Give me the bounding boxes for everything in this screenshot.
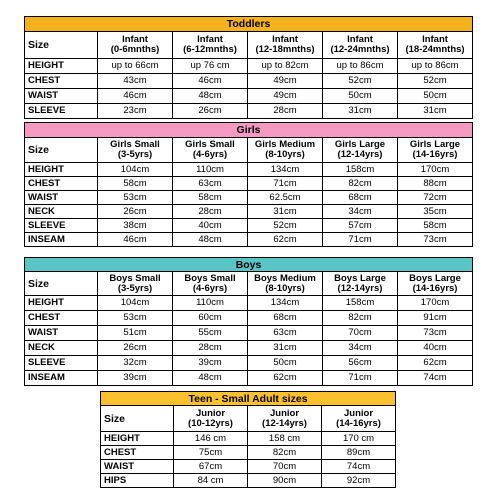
cell: 110cm (173, 296, 248, 311)
cell: 134cm (248, 296, 323, 311)
cell: up to 66cm (98, 59, 173, 74)
cell: 52cm (323, 74, 398, 89)
cell: 68cm (323, 191, 398, 205)
cell: 158cm (323, 296, 398, 311)
cell: 70cm (323, 326, 398, 341)
row-label: CHEST (25, 311, 98, 326)
row-label: HIPS (101, 474, 174, 488)
cell: 53cm (98, 191, 173, 205)
cell: 170cm (398, 296, 473, 311)
table-row (25, 233, 473, 247)
row-label: HEIGHT (25, 296, 98, 311)
column-header: Boys Medium (8-10yrs) (248, 272, 323, 296)
cell: 71cm (248, 177, 323, 191)
table-row (25, 326, 473, 341)
teen-title: Teen - Small Adult sizes (101, 392, 396, 406)
column-header: Infant (18-24mnths) (398, 32, 473, 59)
table-row (25, 311, 473, 326)
cell: 55cm (173, 326, 248, 341)
cell: 89cm (322, 446, 396, 460)
cell: 28cm (173, 341, 248, 356)
cell: 72cm (398, 191, 473, 205)
cell: 110cm (173, 163, 248, 177)
toddlers-table (24, 16, 473, 119)
row-label: WAIST (25, 191, 98, 205)
row-label: CHEST (101, 446, 174, 460)
size-label: Size (101, 406, 174, 432)
cell: 26cm (173, 104, 248, 119)
boys-table (24, 257, 473, 386)
column-header: Infant (6-12mnths) (173, 32, 248, 59)
cell: 48cm (173, 233, 248, 247)
cell: 28cm (173, 205, 248, 219)
table-row (101, 460, 396, 474)
row-label: SLEEVE (25, 219, 98, 233)
cell: 67cm (174, 460, 248, 474)
cell: 134cm (248, 163, 323, 177)
row-label: CHEST (25, 177, 98, 191)
cell: 38cm (98, 219, 173, 233)
cell: 68cm (248, 311, 323, 326)
cell: 48cm (173, 371, 248, 386)
cell: 71cm (323, 233, 398, 247)
row-label: NECK (25, 205, 98, 219)
cell: 39cm (98, 371, 173, 386)
table-row (25, 371, 473, 386)
cell: 88cm (398, 177, 473, 191)
cell: 62cm (248, 371, 323, 386)
cell: 104cm (98, 296, 173, 311)
column-header: Boys Small (4-6yrs) (173, 272, 248, 296)
cell: up to 86cm (398, 59, 473, 74)
cell: 26cm (98, 341, 173, 356)
teen-table (100, 391, 396, 488)
girls-title: Girls (25, 123, 473, 138)
cell: 46cm (98, 89, 173, 104)
cell: 60cm (173, 311, 248, 326)
cell: 35cm (398, 205, 473, 219)
row-label: WAIST (25, 89, 98, 104)
table-row (25, 219, 473, 233)
cell: 53cm (98, 311, 173, 326)
cell: 62cm (398, 356, 473, 371)
cell: 31cm (248, 341, 323, 356)
table-row (25, 104, 473, 119)
cell: 82cm (323, 177, 398, 191)
cell: 63cm (248, 326, 323, 341)
cell: 74cm (398, 371, 473, 386)
row-label: HEIGHT (101, 432, 174, 446)
row-label: SLEEVE (25, 356, 98, 371)
column-header: Boys Small (3-5yrs) (98, 272, 173, 296)
table-row (25, 177, 473, 191)
cell: 73cm (398, 233, 473, 247)
cell: up 76 cm (173, 59, 248, 74)
boys-title: Boys (25, 258, 473, 272)
table-row (25, 163, 473, 177)
cell: 49cm (248, 89, 323, 104)
cell: 50cm (248, 356, 323, 371)
cell: 63cm (173, 177, 248, 191)
cell: 104cm (98, 163, 173, 177)
cell: 52cm (248, 219, 323, 233)
column-header: Girls Large (12-14yrs) (323, 138, 398, 163)
cell: 48cm (173, 89, 248, 104)
cell: 62cm (248, 233, 323, 247)
column-header: Infant (12-24mnths) (323, 32, 398, 59)
column-header: Girls Medium (8-10yrs) (248, 138, 323, 163)
cell: 34cm (323, 205, 398, 219)
table-row (25, 296, 473, 311)
row-label: SLEEVE (25, 104, 98, 119)
row-label: NECK (25, 341, 98, 356)
cell: up to 86cm (323, 59, 398, 74)
cell: 43cm (98, 74, 173, 89)
column-header: Boys Large (14-16yrs) (398, 272, 473, 296)
cell: 31cm (398, 104, 473, 119)
cell: 46cm (173, 74, 248, 89)
column-header: Girls Small (4-6yrs) (173, 138, 248, 163)
cell: 31cm (323, 104, 398, 119)
cell: 58cm (98, 177, 173, 191)
table-row (101, 432, 396, 446)
column-header: Junior (14-16yrs) (322, 406, 396, 432)
row-label: INSEAM (25, 371, 98, 386)
table-row (25, 89, 473, 104)
cell: 31cm (248, 205, 323, 219)
cell: up to 82cm (248, 59, 323, 74)
cell: 26cm (98, 205, 173, 219)
toddlers-title: Toddlers (25, 17, 473, 32)
table-row (25, 191, 473, 205)
column-header: Boys Large (12-14yrs) (323, 272, 398, 296)
cell: 28cm (248, 104, 323, 119)
cell: 23cm (98, 104, 173, 119)
cell: 56cm (323, 356, 398, 371)
table-row (101, 474, 396, 488)
size-label: Size (25, 32, 98, 59)
column-header: Infant (0-6mnths) (98, 32, 173, 59)
cell: 46cm (98, 233, 173, 247)
cell: 170 cm (322, 432, 396, 446)
cell: 62.5cm (248, 191, 323, 205)
table-row (25, 205, 473, 219)
cell: 82cm (323, 311, 398, 326)
column-header: Girls Small (3-5yrs) (98, 138, 173, 163)
cell: 39cm (173, 356, 248, 371)
column-header: Junior (10-12yrs) (174, 406, 248, 432)
cell: 158cm (323, 163, 398, 177)
row-label: HEIGHT (25, 59, 98, 74)
cell: 49cm (248, 74, 323, 89)
cell: 51cm (98, 326, 173, 341)
cell: 50cm (323, 89, 398, 104)
girls-table (24, 122, 473, 247)
cell: 52cm (398, 74, 473, 89)
table-row (25, 341, 473, 356)
row-label: INSEAM (25, 233, 98, 247)
column-header: Girls Large (14-16yrs) (398, 138, 473, 163)
cell: 50cm (398, 89, 473, 104)
column-header: Junior (12-14yrs) (248, 406, 322, 432)
cell: 158 cm (248, 432, 322, 446)
table-row (25, 356, 473, 371)
size-label: Size (25, 138, 98, 163)
cell: 82cm (248, 446, 322, 460)
cell: 32cm (98, 356, 173, 371)
cell: 84 cm (174, 474, 248, 488)
cell: 73cm (398, 326, 473, 341)
table-row (25, 74, 473, 89)
table-row (25, 59, 473, 74)
cell: 34cm (323, 341, 398, 356)
cell: 146 cm (174, 432, 248, 446)
cell: 71cm (323, 371, 398, 386)
cell: 91cm (398, 311, 473, 326)
row-label: CHEST (25, 74, 98, 89)
cell: 58cm (398, 219, 473, 233)
cell: 75cm (174, 446, 248, 460)
cell: 70cm (248, 460, 322, 474)
cell: 170cm (398, 163, 473, 177)
cell: 92cm (322, 474, 396, 488)
table-row (101, 446, 396, 460)
cell: 40cm (398, 341, 473, 356)
row-label: WAIST (101, 460, 174, 474)
row-label: HEIGHT (25, 163, 98, 177)
cell: 74cm (322, 460, 396, 474)
cell: 90cm (248, 474, 322, 488)
size-label: Size (25, 272, 98, 296)
cell: 57cm (323, 219, 398, 233)
cell: 58cm (173, 191, 248, 205)
row-label: WAIST (25, 326, 98, 341)
cell: 40cm (173, 219, 248, 233)
column-header: Infant (12-18mnths) (248, 32, 323, 59)
